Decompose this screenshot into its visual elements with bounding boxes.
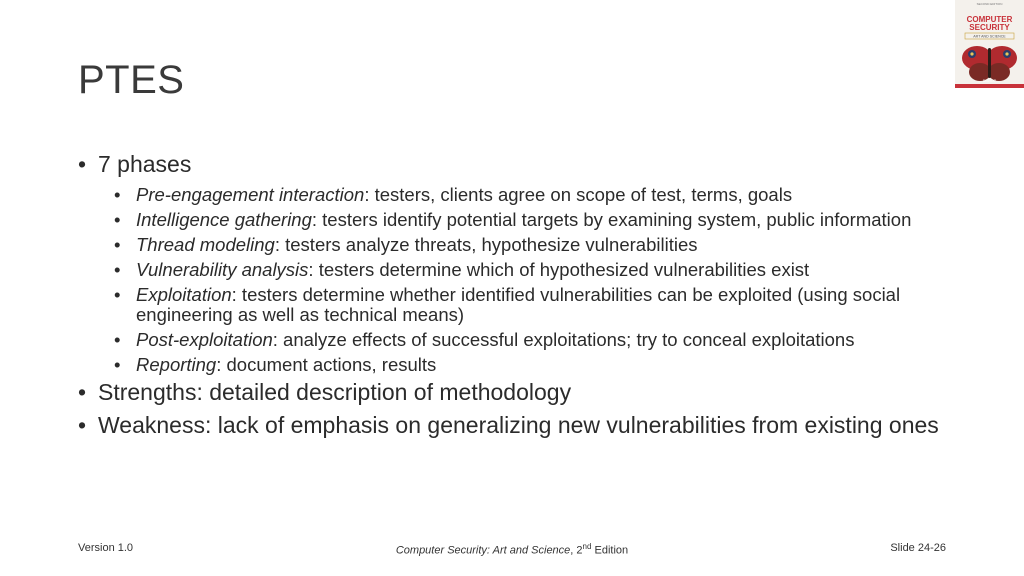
bullet-dot: •: [114, 234, 121, 255]
bullet-dot: •: [114, 209, 121, 230]
bullet-dot: •: [114, 284, 121, 305]
phase-item: [114, 185, 958, 205]
bullet-dot: •: [78, 379, 87, 405]
strengths-text: Strengths: detailed description of methodology: [98, 379, 572, 405]
bullet-dot: •: [114, 354, 121, 375]
phases-list: [114, 185, 958, 375]
phase-description: : testers, clients agree on scope of test, terms, goals: [364, 184, 793, 205]
phase-item: [114, 355, 958, 375]
slide-body: [78, 152, 958, 446]
cover-title-line2: SECURITY: [969, 23, 1010, 32]
phase-description: : document actions, results: [216, 354, 437, 375]
phase-term: Vulnerability analysis: [136, 259, 309, 280]
edition-sep: , 2: [570, 544, 583, 557]
cover-edition-label: SECOND EDITION: [976, 2, 1003, 6]
bullet-phases: [78, 152, 958, 176]
book-title: Computer Security: Art and Science: [395, 544, 571, 557]
bullet-strengths: [78, 380, 958, 404]
phase-description: : analyze effects of successful exploitations; try to conceal exploitations: [272, 329, 855, 350]
bullet-dot: •: [114, 259, 121, 280]
edition-tail: Edition: [591, 544, 629, 557]
phase-term: Intelligence gathering: [136, 209, 312, 230]
edition-sup: nd: [582, 542, 592, 551]
phase-item: [114, 235, 958, 255]
bullet-dot: •: [78, 412, 87, 438]
weakness-text: Weakness: lack of emphasis on generalizing new vulnerabilities from existing ones: [98, 412, 939, 438]
phase-item: [114, 260, 958, 280]
phase-term: Pre-engagement interaction: [136, 184, 365, 205]
footer-slide-number: Slide 24-26: [890, 542, 946, 554]
phase-description: : testers identify potential targets by examining system, public information: [311, 209, 912, 230]
cover-author: BISHOP: [982, 79, 997, 83]
footer-version: Version 1.0: [78, 542, 134, 554]
phase-item: [114, 330, 958, 350]
phase-term: Reporting: [136, 354, 217, 375]
phase-description: : testers determine whether identified vulnerabilities can be exploited (using social engineering as well as technical means): [136, 284, 901, 325]
phase-description: : testers analyze threats, hypothesize vulnerabilities: [274, 234, 698, 255]
phase-term: Thread modeling: [136, 234, 275, 255]
phase-term: Exploitation: [136, 284, 232, 305]
butterfly-illustration: [962, 46, 1017, 81]
book-cover-image: [955, 0, 1024, 88]
phase-item: [114, 210, 958, 230]
bullet-weakness: [78, 413, 958, 437]
phases-label: 7 phases: [98, 151, 192, 177]
slide-title: PTES: [78, 58, 185, 102]
phase-item: [114, 285, 958, 325]
cover-subtitle: ART AND SCIENCE: [973, 34, 1006, 39]
cover-title-line1: COMPUTER: [966, 15, 1013, 24]
bullet-dot: •: [114, 184, 121, 205]
bullet-dot: •: [114, 329, 121, 350]
bullet-dot: •: [78, 151, 87, 177]
phase-term: Post-exploitation: [136, 329, 273, 350]
footer-book-title: [0, 542, 1024, 557]
phase-description: : testers determine which of hypothesized vulnerabilities exist: [308, 259, 810, 280]
